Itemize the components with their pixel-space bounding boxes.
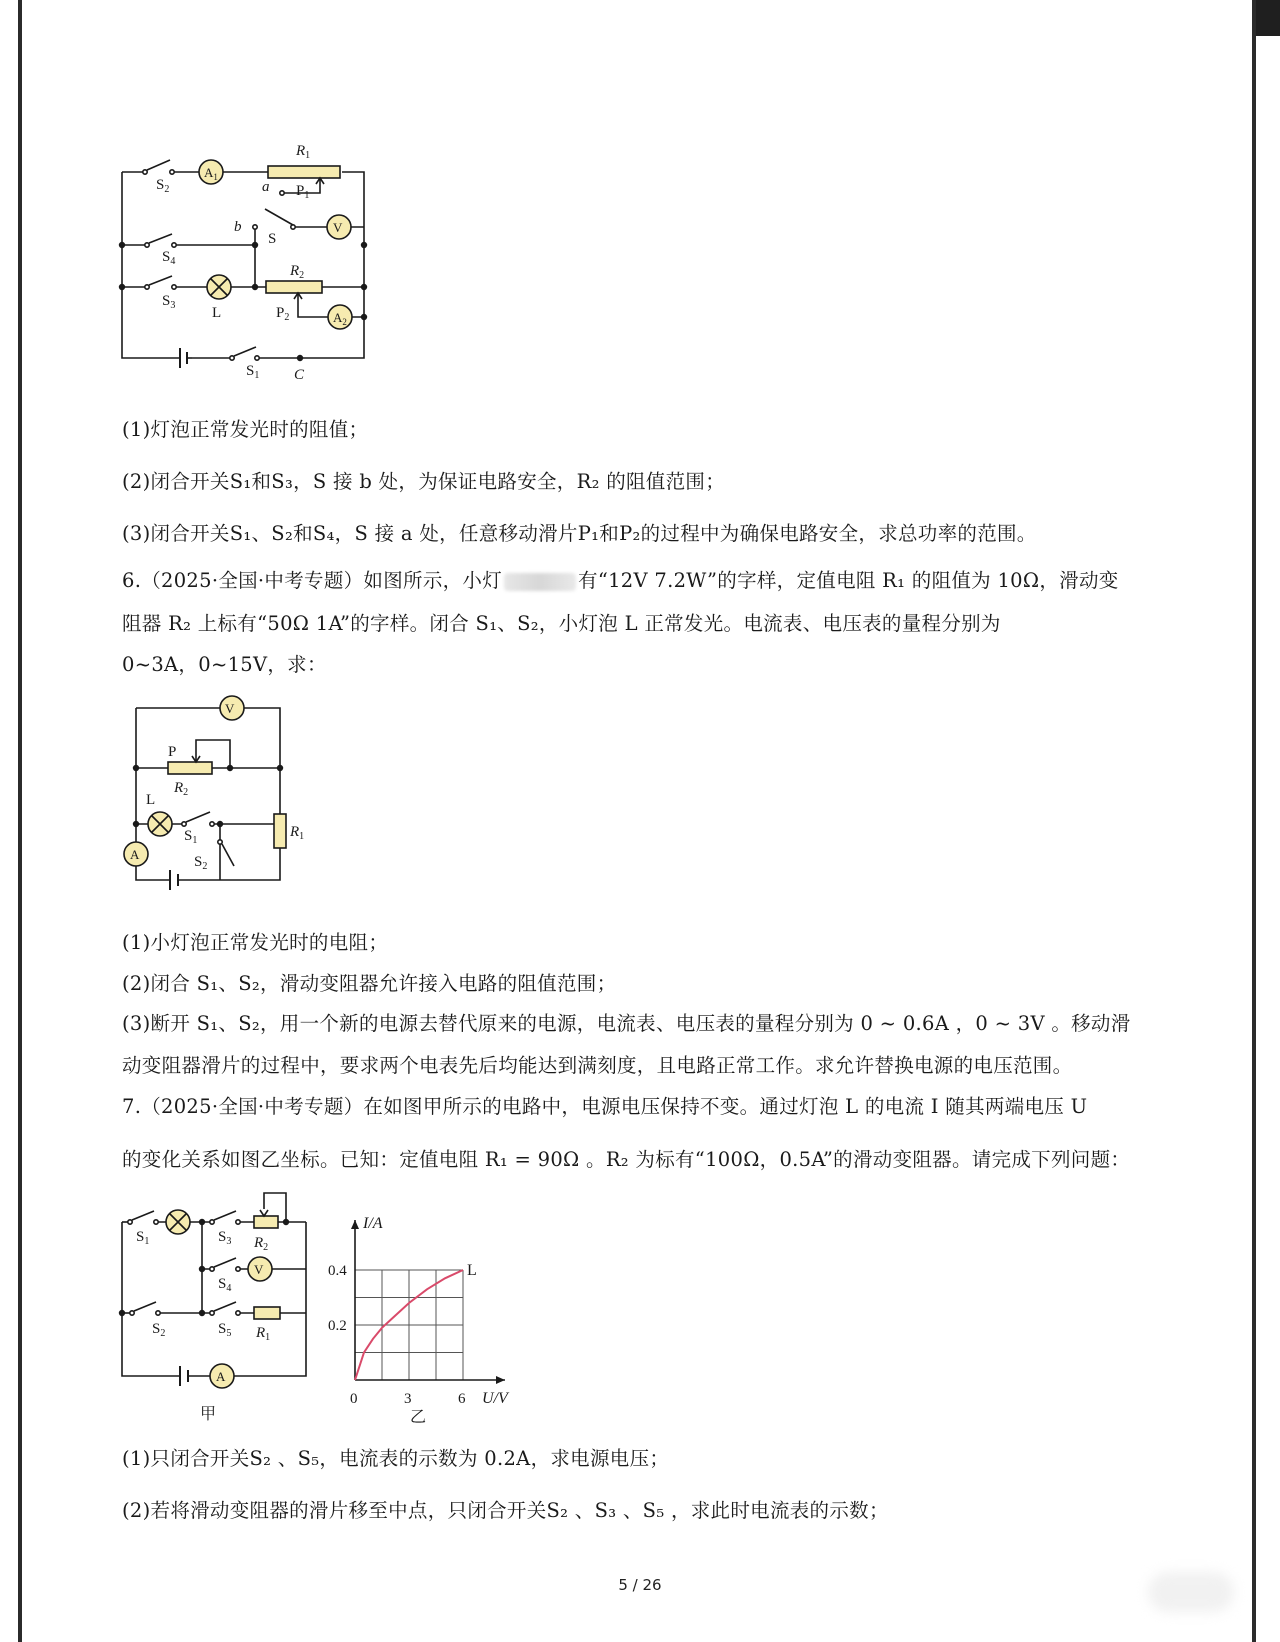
svg-text:A: A	[216, 1369, 226, 1384]
q6-stem-line3: 0~3A，0~15V，求：	[122, 653, 327, 676]
blurred-text	[504, 573, 576, 591]
iu-graph	[330, 1195, 560, 1425]
q6-stem-line2: 阻器 R₂ 上标有“50Ω 1A”的字样。闭合 S₁、S₂，小灯泡 L 正常发光。电流表、电压表的量程分别为	[122, 612, 1001, 635]
x-axis-label: U/V	[482, 1390, 508, 1407]
q7-part2: (2)若将滑动变阻器的滑片移至中点，只闭合开关S₂ 、S₃ 、S₅ ，求此时电流表的示数；	[122, 1499, 889, 1522]
svg-text:P1: $P_1$	[296, 183, 310, 201]
x-tick-label: 3	[404, 1391, 412, 1407]
y-tick-label: 0.2	[328, 1318, 347, 1334]
q6-part2: (2)闭合 S₁、S₂，滑动变阻器允许接入电路的阻值范围；	[122, 972, 617, 995]
q7-stem-line1: 7.（2025·全国·中考专题）在如图甲所示的电路中，电源电压保持不变。通过灯泡 L 的电流 I 随其两端电压 U	[122, 1095, 1088, 1118]
svg-text:R1: $R_1$	[296, 143, 311, 161]
page-frame-right	[1252, 0, 1256, 1642]
svg-text:V: V	[225, 701, 235, 716]
svg-text:S1: $S_1$	[136, 1229, 150, 1247]
svg-text:S5: $S_5$	[218, 1321, 232, 1339]
svg-text:P: P	[168, 744, 177, 760]
svg-text:R2: $R_2$	[174, 780, 189, 798]
svg-text:R1: $R_1$	[256, 1325, 271, 1343]
q7-stem-line2: 的变化关系如图乙坐标。已知：定值电阻 R₁ = 90Ω 。R₂ 为标有“100Ω，0.5A”的滑动变阻器。请完成下列问题：	[122, 1148, 1131, 1171]
x-axis-arrow	[496, 1376, 505, 1384]
svg-text:b: b	[234, 219, 242, 235]
label-s2: S	[156, 177, 165, 193]
svg-text:S3: $S_3$	[162, 293, 176, 311]
q6-part1: (1)小灯泡正常发光时的电阻；	[122, 931, 389, 954]
page-number: 5 / 26	[618, 1576, 662, 1594]
page-frame-corner	[1256, 0, 1280, 36]
svg-text:L: L	[212, 305, 222, 321]
svg-text:S1: $S_1$	[184, 828, 198, 846]
svg-text:R2: $R_2$	[254, 1235, 269, 1253]
series-label-l: L	[467, 1262, 477, 1279]
circuit-diagram-q6	[112, 690, 312, 900]
svg-text:R2: $R_2$	[290, 263, 305, 281]
q5-part2: (2)闭合开关S₁和S₃，S 接 b 处，为保证电路安全，R₂ 的阻值范围；	[122, 470, 726, 493]
y-axis-arrow	[351, 1220, 359, 1229]
svg-text:S4: $S_4$	[162, 249, 176, 267]
q5-part3: (3)闭合开关S₁、S₂和S₄，S 接 a 处，任意移动滑片P₁和P₂的过程中为确保电路安全，求总功率的范围。	[122, 522, 1037, 545]
svg-text:V: V	[333, 220, 343, 235]
svg-text:A2: $A_2$	[333, 310, 347, 327]
caption-yi: 乙	[410, 1409, 427, 1426]
x-tick-label: 0	[350, 1391, 358, 1407]
y-tick-label: 0.4	[328, 1263, 347, 1279]
svg-text:L: L	[146, 792, 156, 808]
page-frame-left	[18, 0, 22, 1642]
q6-stem-line1: 6.（2025·全国·中考专题）如图所示，小灯 有“12V 7.2W”的字样，定值电阻 R₁ 的阻值为 10Ω，滑动变	[122, 569, 1119, 592]
q5-part1: (1)灯泡正常发光时的阻值；	[122, 418, 369, 441]
q6-part3-line2: 动变阻器滑片的过程中，要求两个电表先后均能达到满刻度，且电路正常工作。求允许替换电源的电压范围。	[122, 1054, 1073, 1077]
svg-text:S2: $S_2$	[152, 1321, 166, 1339]
svg-text:A1: $A_1$	[204, 165, 218, 182]
x-tick-label: 6	[458, 1391, 466, 1407]
svg-text:S: S	[268, 231, 277, 247]
svg-text:S2: $S_2$	[156, 177, 170, 195]
circuit-diagram-q5	[110, 135, 390, 400]
svg-text:S4: $S_4$	[218, 1276, 232, 1294]
y-axis-label: I/A	[363, 1215, 383, 1232]
svg-text:S2: $S_2$	[194, 854, 208, 872]
svg-text:P2: $P_2$	[276, 305, 290, 323]
svg-text:A: A	[130, 847, 140, 862]
circuit-diagram-q7	[110, 1185, 320, 1425]
q6-part3-line1: (3)断开 S₁、S₂，用一个新的电源去替代原来的电源，电流表、电压表的量程分别为 0 ~ 0.6A ，0 ~ 3V 。移动滑	[122, 1012, 1131, 1035]
svg-text:C: C	[294, 367, 305, 383]
caption-jia: 甲	[200, 1406, 217, 1423]
svg-text:S1: $S_1$	[246, 363, 260, 381]
svg-text:S3: $S_3$	[218, 1229, 232, 1247]
svg-text:a: a	[262, 179, 270, 195]
svg-text:R1: $R_1$	[290, 824, 305, 842]
q7-part1: (1)只闭合开关S₂ 、S₅，电流表的示数为 0.2A，求电源电压；	[122, 1447, 670, 1470]
svg-text:V: V	[254, 1262, 264, 1277]
